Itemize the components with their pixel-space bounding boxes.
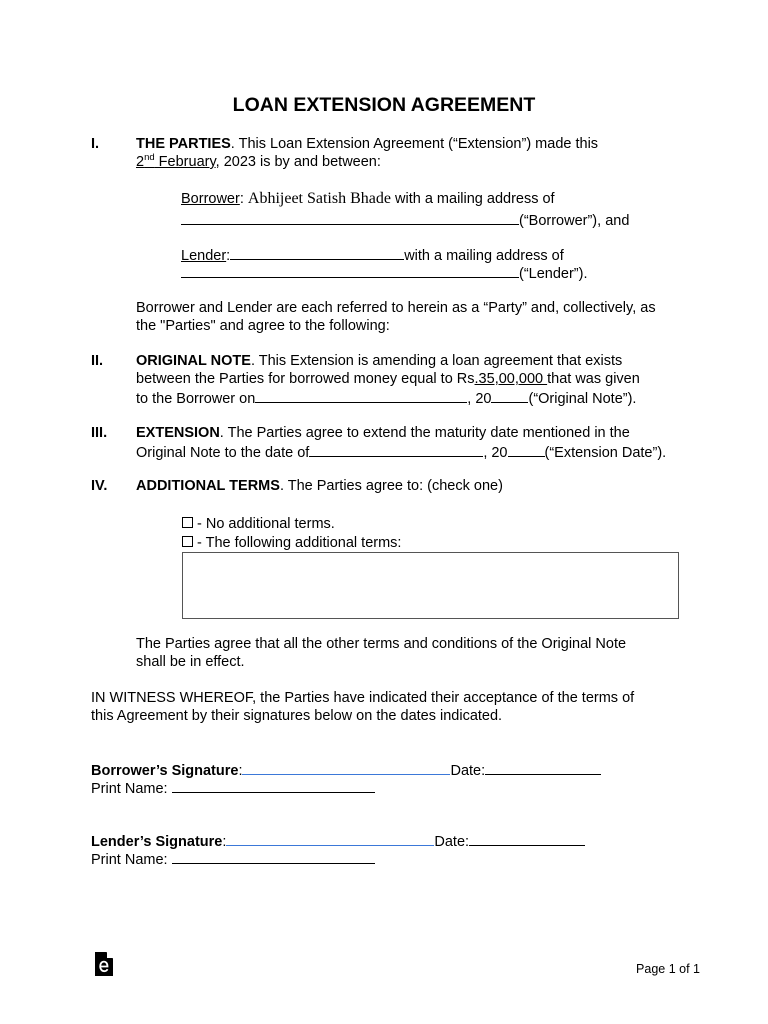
lender-signature-label: Lender’s Signature	[91, 834, 223, 850]
lender-address-line	[181, 263, 588, 283]
eforms-logo-icon	[94, 951, 114, 977]
lender-signature-field[interactable]	[226, 831, 434, 846]
section-2-heading: ORIGINAL NOTE	[136, 353, 251, 369]
option-following-additional-terms[interactable]: - The following additional terms:	[182, 534, 401, 552]
lender-print-name-line	[91, 849, 375, 869]
document-title: LOAN EXTENSION AGREEMENT	[232, 94, 536, 116]
borrower-signature-label: Borrower’s Signature	[91, 763, 239, 779]
section-1-heading: THE PARTIES	[136, 136, 231, 152]
additional-terms-box[interactable]	[182, 552, 679, 619]
section-1-line-1	[136, 135, 598, 153]
other-terms-line-2: shall be in effect.	[136, 654, 245, 670]
section-2-line-2: between the Parties for borrowed money equal to Rs.35,00,000 that was given	[136, 371, 640, 387]
lender-signature-line: Lender’s Signature: Date:	[91, 831, 585, 851]
section-1-text: . This Loan Extension Agreement (“Extension”) made this	[230, 136, 599, 152]
section-3-line-2: Original Note to the date of , 20 (“Extension Date”).	[136, 442, 666, 462]
lender-print-name-field[interactable]	[172, 849, 375, 864]
borrower-signature-field[interactable]	[242, 760, 450, 775]
section-1-line-2	[136, 153, 381, 171]
section-3-number: III.	[91, 425, 108, 441]
agreement-year-text: , 2023 is by and between:	[215, 154, 381, 170]
borrower-signature-line: Borrower’s Signature: Date:	[91, 760, 601, 780]
party-definition-line-2: the "Parties" and agree to the following:	[136, 318, 390, 334]
section-3-heading: EXTENSION	[136, 425, 220, 441]
section-2-line-1: ORIGINAL NOTE. This Extension is amending a loan agreement that exists	[136, 353, 623, 369]
section-3-line-1: EXTENSION. The Parties agree to extend the maturity date mentioned in the	[136, 425, 630, 441]
lender-date-field[interactable]	[469, 831, 585, 846]
lender-line: Lender: with a mailing address of	[181, 245, 564, 265]
checkbox-icon[interactable]	[182, 536, 193, 547]
borrower-name: Abhijeet Satish Bhade	[247, 190, 391, 207]
agreement-date: 2nd February	[136, 152, 216, 170]
original-note-year-field[interactable]	[491, 388, 528, 403]
lender-print-name-label: Print Name:	[91, 852, 172, 868]
borrower-role: (“Borrower”), and	[519, 213, 630, 229]
section-2-number: II.	[91, 353, 104, 369]
page-number: Page 1 of 1	[636, 962, 700, 976]
party-definition-line-1: Borrower and Lender are each referred to herein as a “Party” and, collectively, as	[136, 300, 656, 316]
section-4-heading: ADDITIONAL TERMS	[136, 478, 280, 494]
extension-date-field[interactable]	[309, 442, 483, 457]
section-2-line-3: to the Borrower on , 20 (“Original Note”).	[136, 388, 636, 408]
section-4-number: IV.	[91, 478, 108, 494]
checkbox-icon[interactable]	[182, 517, 193, 528]
extension-year-field[interactable]	[508, 442, 545, 457]
option-no-additional-terms[interactable]: - No additional terms.	[182, 515, 335, 533]
borrower-address-field[interactable]	[181, 210, 519, 225]
lender-address-field[interactable]	[181, 263, 519, 278]
borrower-print-name-line	[91, 778, 375, 798]
borrower-date-label: Date:	[450, 763, 486, 779]
borrower-line: Borrower: Abhijeet Satish Bhade with a mailing address of	[181, 190, 555, 207]
lender-date-label: Date:	[434, 834, 470, 850]
borrower-address-line	[181, 210, 629, 230]
lender-label: Lender	[181, 248, 227, 264]
original-note-date-field[interactable]	[255, 388, 467, 403]
borrower-print-name-label: Print Name:	[91, 781, 172, 797]
witness-line-2: this Agreement by their signatures below on the dates indicated.	[91, 708, 503, 724]
borrower-address-text: with a mailing address of	[390, 191, 555, 207]
borrower-label: Borrower	[181, 191, 240, 207]
borrower-date-field[interactable]	[485, 760, 601, 775]
lender-address-text: with a mailing address of	[404, 248, 564, 264]
loan-amount: .35,00,000	[474, 371, 548, 387]
borrower-print-name-field[interactable]	[172, 778, 375, 793]
section-1-number: I.	[91, 136, 100, 152]
lender-role: (“Lender”).	[519, 266, 588, 282]
section-4-line-1: ADDITIONAL TERMS. The Parties agree to: (check one)	[136, 478, 503, 494]
witness-line-1: IN WITNESS WHEREOF, the Parties have indicated their acceptance of the terms of	[91, 690, 635, 706]
lender-name-field[interactable]	[230, 245, 404, 260]
other-terms-line-1: The Parties agree that all the other terms and conditions of the Original Note	[136, 636, 627, 652]
